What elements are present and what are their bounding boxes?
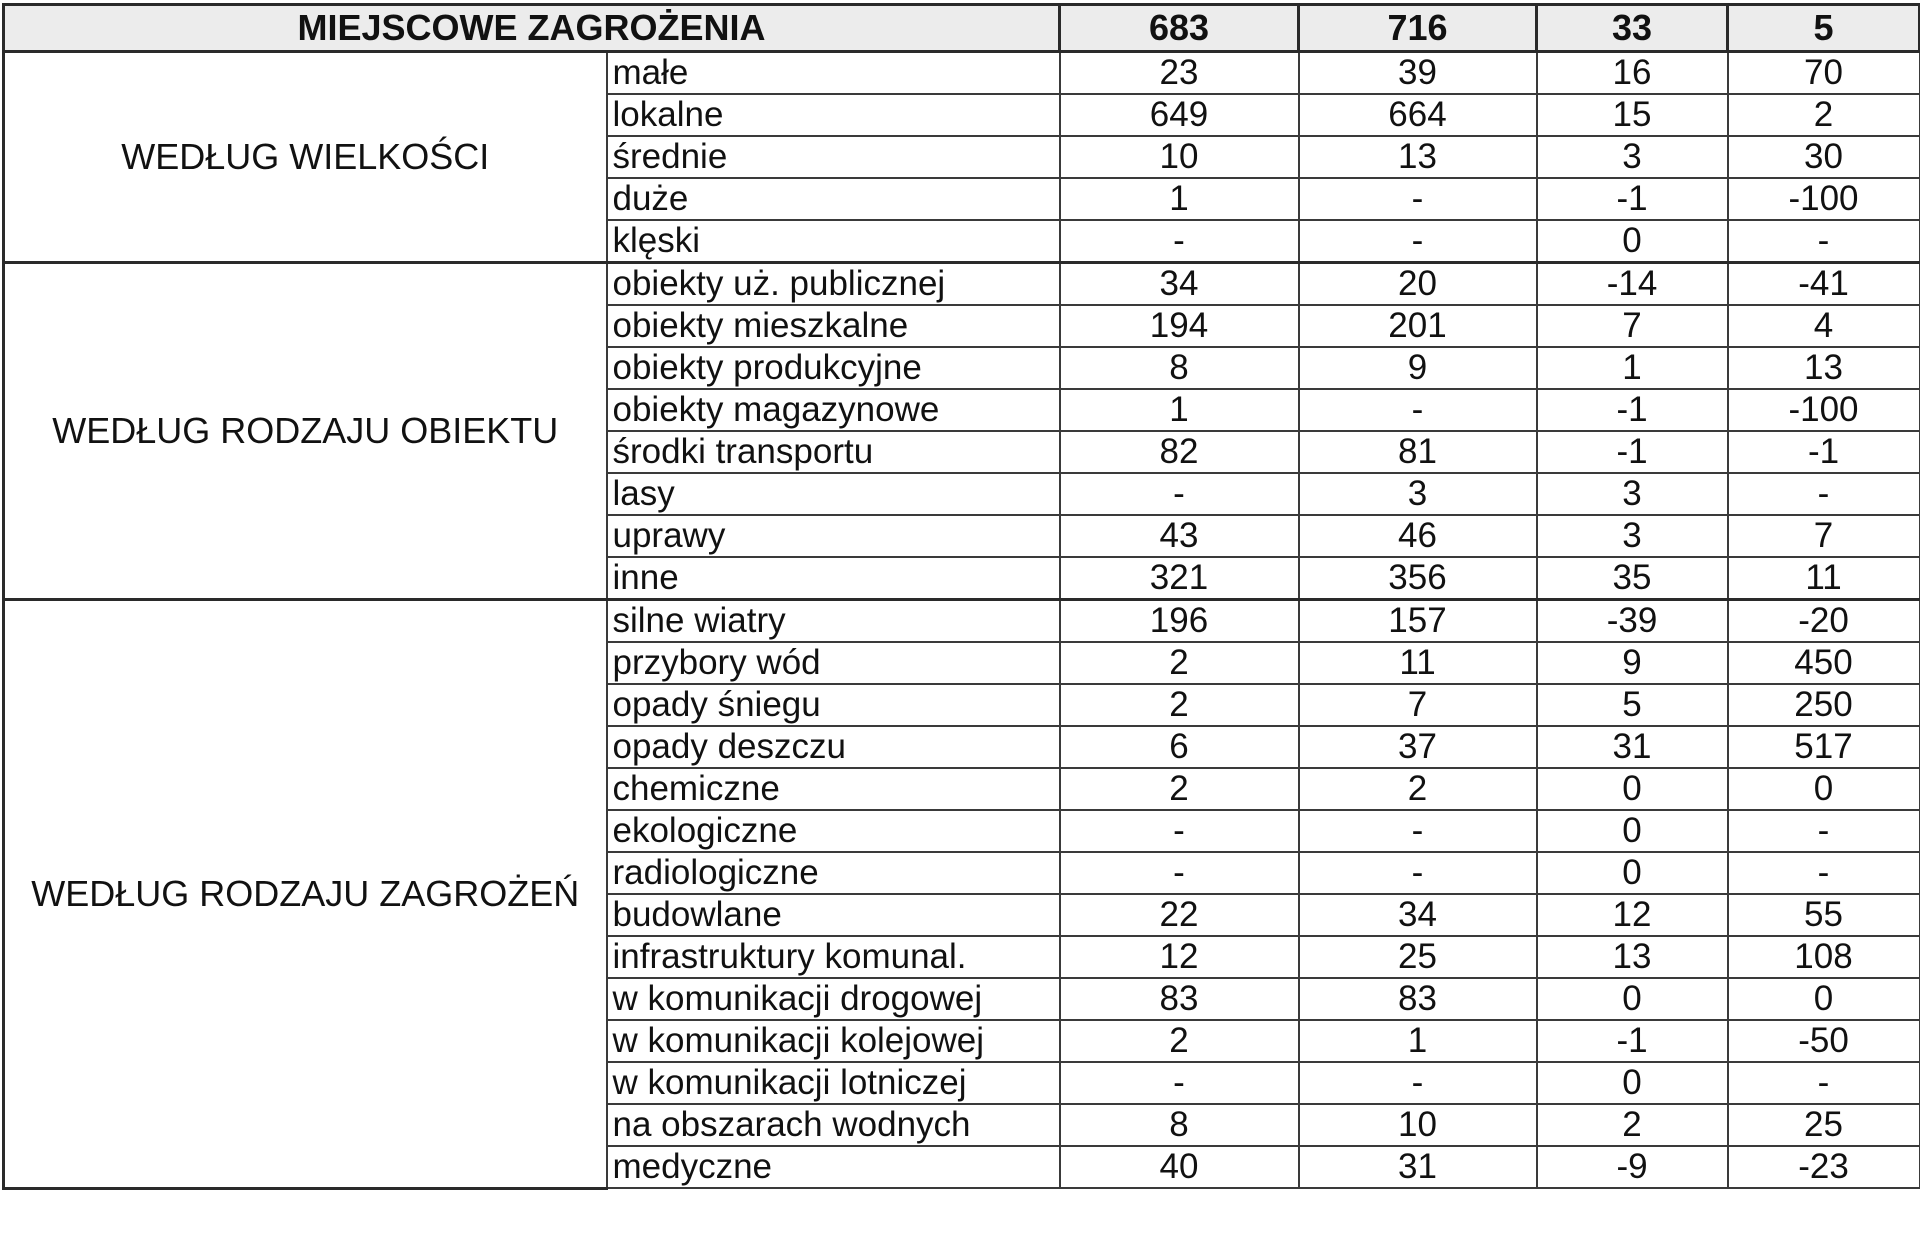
value-cell-4: -	[1728, 1062, 1920, 1104]
value-cell-2: 7	[1299, 684, 1537, 726]
value-cell-3: 16	[1537, 52, 1728, 95]
row-label: klęski	[607, 220, 1060, 263]
value-cell-3: 31	[1537, 726, 1728, 768]
value-cell-2: 39	[1299, 52, 1537, 95]
value-cell-3: 12	[1537, 894, 1728, 936]
value-cell-1: 82	[1060, 431, 1299, 473]
value-cell-4: 7	[1728, 515, 1920, 557]
row-label: medyczne	[607, 1146, 1060, 1188]
row-label: na obszarach wodnych	[607, 1104, 1060, 1146]
value-cell-4: -20	[1728, 600, 1920, 643]
row-label: budowlane	[607, 894, 1060, 936]
row-label: opady deszczu	[607, 726, 1060, 768]
group-label: WEDŁUG RODZAJU OBIEKTU	[4, 263, 607, 600]
value-cell-4: 30	[1728, 136, 1920, 178]
row-label: chemiczne	[607, 768, 1060, 810]
row-label: obiekty produkcyjne	[607, 347, 1060, 389]
value-cell-1: 40	[1060, 1146, 1299, 1188]
value-cell-3: 0	[1537, 220, 1728, 263]
value-cell-4: 13	[1728, 347, 1920, 389]
header-total-4: 5	[1728, 5, 1920, 52]
row-label: w komunikacji kolejowej	[607, 1020, 1060, 1062]
row-label: średnie	[607, 136, 1060, 178]
value-cell-3: 0	[1537, 768, 1728, 810]
value-cell-4: -	[1728, 473, 1920, 515]
value-cell-1: 34	[1060, 263, 1299, 306]
value-cell-2: 9	[1299, 347, 1537, 389]
value-cell-3: 3	[1537, 136, 1728, 178]
value-cell-3: 1	[1537, 347, 1728, 389]
table-row	[4, 52, 1920, 95]
value-cell-4: 517	[1728, 726, 1920, 768]
value-cell-4: 70	[1728, 52, 1920, 95]
value-cell-2: 201	[1299, 305, 1537, 347]
value-cell-2: 1	[1299, 1020, 1537, 1062]
value-cell-1: -	[1060, 473, 1299, 515]
value-cell-3: 0	[1537, 852, 1728, 894]
header-row	[4, 5, 1920, 52]
value-cell-2: -	[1299, 1062, 1537, 1104]
row-label: lokalne	[607, 94, 1060, 136]
value-cell-4: 11	[1728, 557, 1920, 600]
value-cell-1: 196	[1060, 600, 1299, 643]
row-label: obiekty uż. publicznej	[607, 263, 1060, 306]
value-cell-2: 46	[1299, 515, 1537, 557]
value-cell-4: 55	[1728, 894, 1920, 936]
row-label: silne wiatry	[607, 600, 1060, 643]
value-cell-3: -14	[1537, 263, 1728, 306]
value-cell-1: 23	[1060, 52, 1299, 95]
statistics-table	[2, 3, 1920, 1190]
header-total-3: 33	[1537, 5, 1728, 52]
value-cell-4: -100	[1728, 389, 1920, 431]
value-cell-1: 2	[1060, 684, 1299, 726]
value-cell-4: 450	[1728, 642, 1920, 684]
value-cell-3: 9	[1537, 642, 1728, 684]
value-cell-4: 250	[1728, 684, 1920, 726]
value-cell-1: -	[1060, 1062, 1299, 1104]
row-label: duże	[607, 178, 1060, 220]
value-cell-3: 35	[1537, 557, 1728, 600]
value-cell-4: -41	[1728, 263, 1920, 306]
value-cell-3: 3	[1537, 515, 1728, 557]
value-cell-4: -100	[1728, 178, 1920, 220]
value-cell-1: 22	[1060, 894, 1299, 936]
value-cell-1: 8	[1060, 347, 1299, 389]
value-cell-2: -	[1299, 389, 1537, 431]
value-cell-2: 34	[1299, 894, 1537, 936]
group-label: WEDŁUG WIELKOŚCI	[4, 52, 607, 263]
table-header	[4, 5, 1920, 52]
header-title: MIEJSCOWE ZAGROŻENIA	[4, 5, 1060, 52]
value-cell-3: 3	[1537, 473, 1728, 515]
value-cell-2: 13	[1299, 136, 1537, 178]
value-cell-1: 2	[1060, 1020, 1299, 1062]
value-cell-4: 25	[1728, 1104, 1920, 1146]
row-label: przybory wód	[607, 642, 1060, 684]
value-cell-2: 20	[1299, 263, 1537, 306]
value-cell-4: 0	[1728, 768, 1920, 810]
value-cell-4: -	[1728, 220, 1920, 263]
group-label: WEDŁUG RODZAJU ZAGROŻEŃ	[4, 600, 607, 1189]
value-cell-1: 8	[1060, 1104, 1299, 1146]
value-cell-3: 2	[1537, 1104, 1728, 1146]
value-cell-1: 1	[1060, 389, 1299, 431]
row-label: środki transportu	[607, 431, 1060, 473]
value-cell-1: 649	[1060, 94, 1299, 136]
value-cell-2: 664	[1299, 94, 1537, 136]
row-label: infrastruktury komunal.	[607, 936, 1060, 978]
value-cell-1: 10	[1060, 136, 1299, 178]
row-label: radiologiczne	[607, 852, 1060, 894]
value-cell-4: 2	[1728, 94, 1920, 136]
value-cell-3: -1	[1537, 178, 1728, 220]
value-cell-2: 25	[1299, 936, 1537, 978]
value-cell-3: 15	[1537, 94, 1728, 136]
value-cell-1: 6	[1060, 726, 1299, 768]
header-total-2: 716	[1299, 5, 1537, 52]
value-cell-4: -1	[1728, 431, 1920, 473]
value-cell-2: 3	[1299, 473, 1537, 515]
value-cell-3: 7	[1537, 305, 1728, 347]
value-cell-3: -39	[1537, 600, 1728, 643]
value-cell-2: 83	[1299, 978, 1537, 1020]
value-cell-2: 356	[1299, 557, 1537, 600]
row-label: uprawy	[607, 515, 1060, 557]
value-cell-1: 12	[1060, 936, 1299, 978]
value-cell-1: -	[1060, 852, 1299, 894]
row-label: inne	[607, 557, 1060, 600]
value-cell-4: -	[1728, 810, 1920, 852]
row-label: w komunikacji drogowej	[607, 978, 1060, 1020]
value-cell-1: 83	[1060, 978, 1299, 1020]
row-label: ekologiczne	[607, 810, 1060, 852]
table-body	[4, 52, 1920, 1189]
value-cell-4: 0	[1728, 978, 1920, 1020]
value-cell-4: -23	[1728, 1146, 1920, 1188]
header-total-1: 683	[1060, 5, 1299, 52]
value-cell-3: 0	[1537, 978, 1728, 1020]
value-cell-2: 11	[1299, 642, 1537, 684]
value-cell-1: -	[1060, 220, 1299, 263]
row-label: lasy	[607, 473, 1060, 515]
value-cell-3: 5	[1537, 684, 1728, 726]
value-cell-3: -1	[1537, 431, 1728, 473]
value-cell-1: 1	[1060, 178, 1299, 220]
value-cell-3: -1	[1537, 1020, 1728, 1062]
value-cell-1: -	[1060, 810, 1299, 852]
value-cell-2: -	[1299, 220, 1537, 263]
value-cell-4: 4	[1728, 305, 1920, 347]
table-row	[4, 600, 1920, 643]
value-cell-1: 2	[1060, 642, 1299, 684]
value-cell-4: -50	[1728, 1020, 1920, 1062]
value-cell-2: 157	[1299, 600, 1537, 643]
value-cell-3: 13	[1537, 936, 1728, 978]
value-cell-2: 2	[1299, 768, 1537, 810]
table-row	[4, 263, 1920, 306]
value-cell-2: -	[1299, 810, 1537, 852]
value-cell-3: -1	[1537, 389, 1728, 431]
value-cell-2: -	[1299, 178, 1537, 220]
row-label: w komunikacji lotniczej	[607, 1062, 1060, 1104]
row-label: opady śniegu	[607, 684, 1060, 726]
row-label: obiekty mieszkalne	[607, 305, 1060, 347]
value-cell-3: -9	[1537, 1146, 1728, 1188]
value-cell-2: 10	[1299, 1104, 1537, 1146]
value-cell-4: -	[1728, 852, 1920, 894]
row-label: małe	[607, 52, 1060, 95]
value-cell-1: 2	[1060, 768, 1299, 810]
value-cell-4: 108	[1728, 936, 1920, 978]
value-cell-2: 81	[1299, 431, 1537, 473]
value-cell-2: 37	[1299, 726, 1537, 768]
value-cell-1: 194	[1060, 305, 1299, 347]
value-cell-3: 0	[1537, 1062, 1728, 1104]
value-cell-1: 43	[1060, 515, 1299, 557]
value-cell-1: 321	[1060, 557, 1299, 600]
value-cell-2: -	[1299, 852, 1537, 894]
value-cell-3: 0	[1537, 810, 1728, 852]
row-label: obiekty magazynowe	[607, 389, 1060, 431]
value-cell-2: 31	[1299, 1146, 1537, 1188]
